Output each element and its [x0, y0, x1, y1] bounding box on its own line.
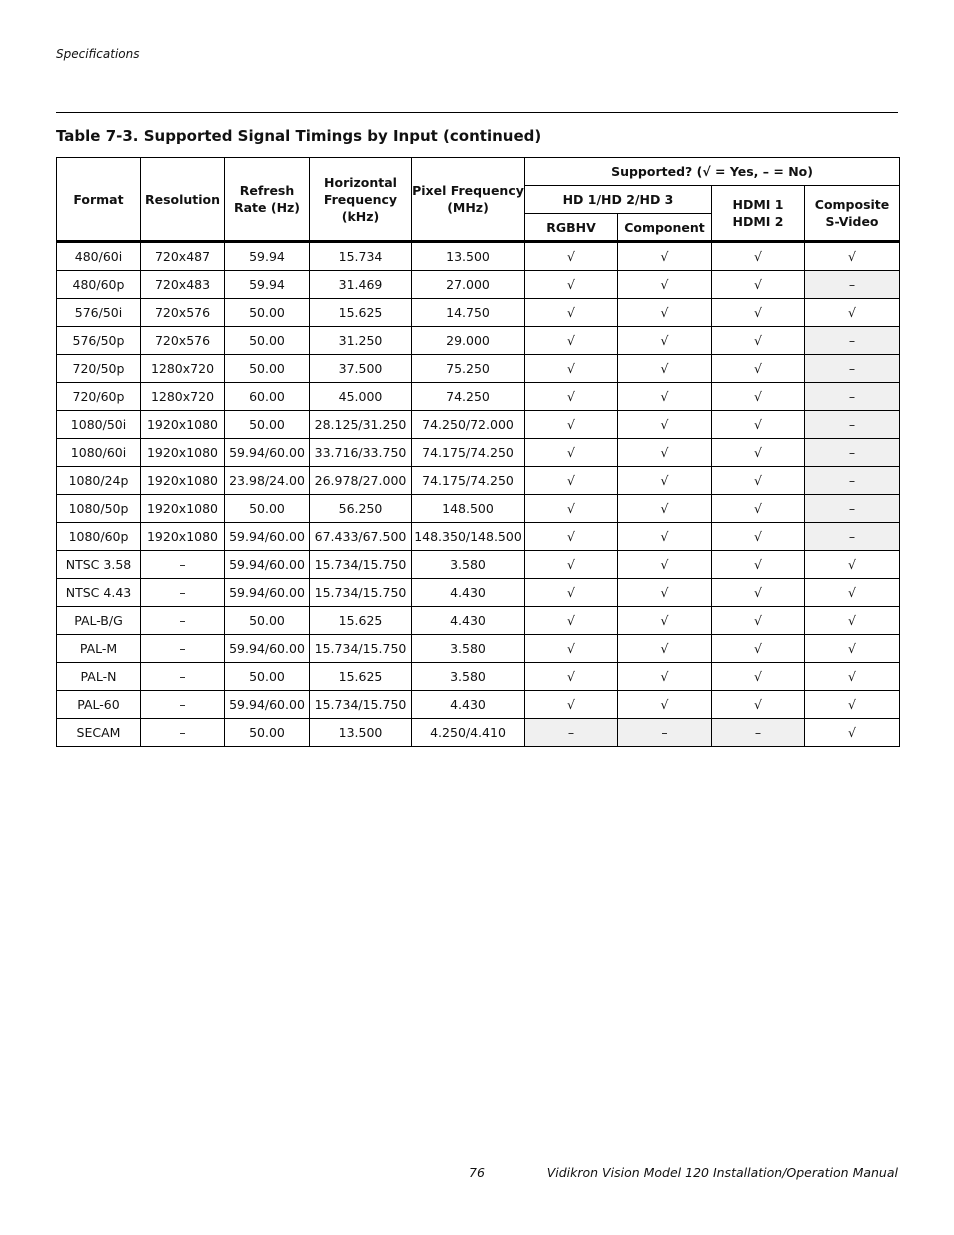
table-cell: 60.00 — [225, 383, 310, 411]
table-row — [57, 635, 900, 663]
table-cell: – — [805, 411, 900, 439]
table-cell: 59.94 — [225, 242, 310, 271]
table-cell: SECAM — [57, 719, 141, 747]
table-cell: – — [805, 355, 900, 383]
table-cell: 59.94/60.00 — [225, 439, 310, 467]
table-cell: √ — [525, 663, 618, 691]
table-cell: 720/60p — [57, 383, 141, 411]
table-cell: 59.94/60.00 — [225, 579, 310, 607]
header-format: Format — [57, 158, 141, 242]
table-cell: 23.98/24.00 — [225, 467, 310, 495]
table-cell: 59.94/60.00 — [225, 551, 310, 579]
table-cell: – — [618, 719, 712, 747]
table-cell: 15.625 — [310, 607, 412, 635]
table-row — [57, 355, 900, 383]
table-cell: 74.250 — [412, 383, 525, 411]
table-cell: √ — [525, 635, 618, 663]
table-cell: √ — [618, 523, 712, 551]
table-cell: – — [712, 719, 805, 747]
table-cell: √ — [525, 467, 618, 495]
table-cell: 50.00 — [225, 411, 310, 439]
signal-timings-table — [56, 157, 900, 747]
table-cell: 148.350/148.500 — [412, 523, 525, 551]
table-cell: 15.734/15.750 — [310, 691, 412, 719]
header-rgbhv: RGBHV — [525, 214, 618, 242]
table-body — [57, 242, 900, 747]
table-cell: 1080/50p — [57, 495, 141, 523]
table-cell: √ — [712, 439, 805, 467]
table-cell: 74.250/72.000 — [412, 411, 525, 439]
table-cell: – — [805, 271, 900, 299]
table-cell: – — [805, 523, 900, 551]
table-cell: √ — [618, 327, 712, 355]
table-cell: – — [141, 691, 225, 719]
table-cell: 576/50i — [57, 299, 141, 327]
table-row — [57, 242, 900, 271]
header-horizontal-frequency: Horizontal Frequency (kHz) — [310, 158, 412, 242]
header-pixel-frequency: Pixel Frequency (MHz) — [412, 158, 525, 242]
table-cell: 4.250/4.410 — [412, 719, 525, 747]
table-cell: – — [525, 719, 618, 747]
table-cell: √ — [805, 663, 900, 691]
table-cell: 1280x720 — [141, 383, 225, 411]
table-cell: – — [805, 327, 900, 355]
table-cell: – — [805, 467, 900, 495]
table-cell: √ — [525, 439, 618, 467]
table-cell: √ — [618, 607, 712, 635]
table-cell: 15.625 — [310, 663, 412, 691]
table-cell: 74.175/74.250 — [412, 467, 525, 495]
table-cell: – — [141, 579, 225, 607]
table-cell: √ — [712, 299, 805, 327]
table-cell: √ — [618, 271, 712, 299]
table-cell: 1920x1080 — [141, 467, 225, 495]
table-cell: 33.716/33.750 — [310, 439, 412, 467]
table-cell: 59.94/60.00 — [225, 635, 310, 663]
header-hd-inputs: HD 1/HD 2/HD 3 — [525, 186, 712, 214]
table-cell: √ — [712, 635, 805, 663]
table-cell: √ — [618, 242, 712, 271]
table-row — [57, 467, 900, 495]
table-cell: 50.00 — [225, 327, 310, 355]
table-cell: √ — [525, 523, 618, 551]
table-cell: 59.94 — [225, 271, 310, 299]
table-cell: √ — [712, 467, 805, 495]
table-cell: 15.734/15.750 — [310, 579, 412, 607]
table-cell: √ — [618, 663, 712, 691]
table-cell: √ — [618, 691, 712, 719]
table-cell: √ — [618, 383, 712, 411]
table-cell: 50.00 — [225, 495, 310, 523]
table-cell: 29.000 — [412, 327, 525, 355]
manual-title: Vidikron Vision Model 120 Installation/Operation Manual — [546, 1165, 898, 1180]
table-cell: – — [141, 719, 225, 747]
running-header: Specifications — [56, 47, 140, 61]
table-cell: 13.500 — [310, 719, 412, 747]
table-row — [57, 523, 900, 551]
table-cell: 75.250 — [412, 355, 525, 383]
table-cell: √ — [618, 355, 712, 383]
table-cell: √ — [618, 299, 712, 327]
table-cell: √ — [525, 607, 618, 635]
table-cell: 1080/50i — [57, 411, 141, 439]
table-cell: √ — [712, 551, 805, 579]
table-row — [57, 439, 900, 467]
header-refresh-rate: Refresh Rate (Hz) — [225, 158, 310, 242]
table-cell: √ — [525, 383, 618, 411]
table-cell: √ — [805, 719, 900, 747]
table-cell: 720x487 — [141, 242, 225, 271]
table-cell: √ — [525, 579, 618, 607]
table-cell: – — [141, 663, 225, 691]
table-cell: √ — [712, 355, 805, 383]
table-row — [57, 299, 900, 327]
table-cell: √ — [712, 327, 805, 355]
table-cell: 45.000 — [310, 383, 412, 411]
table-cell: √ — [712, 242, 805, 271]
page-number: 76 — [469, 1165, 485, 1180]
table-cell: 15.734/15.750 — [310, 551, 412, 579]
table-cell: √ — [805, 551, 900, 579]
table-cell: √ — [805, 299, 900, 327]
table-cell: √ — [618, 467, 712, 495]
table-title: Table 7-3. Supported Signal Timings by Input (continued) — [56, 127, 542, 145]
table-cell: √ — [712, 383, 805, 411]
table-cell: PAL-M — [57, 635, 141, 663]
table-cell: √ — [805, 242, 900, 271]
table-cell: 50.00 — [225, 355, 310, 383]
table-cell: 3.580 — [412, 551, 525, 579]
table-cell: PAL-60 — [57, 691, 141, 719]
table-cell: √ — [618, 579, 712, 607]
table-cell: √ — [525, 355, 618, 383]
table-cell: √ — [712, 691, 805, 719]
header-hdmi: HDMI 1 HDMI 2 — [712, 186, 805, 242]
table-row — [57, 383, 900, 411]
table-cell: 1080/24p — [57, 467, 141, 495]
table-cell: – — [805, 495, 900, 523]
table-cell: √ — [805, 691, 900, 719]
table-cell: 1280x720 — [141, 355, 225, 383]
table-cell: √ — [525, 271, 618, 299]
table-row — [57, 719, 900, 747]
table-cell: 3.580 — [412, 635, 525, 663]
table-cell: 14.750 — [412, 299, 525, 327]
table-cell: 27.000 — [412, 271, 525, 299]
table-cell: √ — [805, 579, 900, 607]
table-cell: 720x483 — [141, 271, 225, 299]
table-cell: √ — [618, 635, 712, 663]
table-row — [57, 411, 900, 439]
table-row — [57, 327, 900, 355]
table-cell: 480/60i — [57, 242, 141, 271]
table-cell: 1920x1080 — [141, 411, 225, 439]
table-cell: 148.500 — [412, 495, 525, 523]
header-component: Component — [618, 214, 712, 242]
table-cell: √ — [525, 411, 618, 439]
table-cell: √ — [618, 411, 712, 439]
table-cell: – — [141, 551, 225, 579]
table-cell: 74.175/74.250 — [412, 439, 525, 467]
table-cell: 31.250 — [310, 327, 412, 355]
table-cell: – — [805, 383, 900, 411]
table-cell: √ — [805, 607, 900, 635]
table-cell: √ — [525, 495, 618, 523]
header-rule — [56, 112, 898, 113]
table-cell: √ — [712, 523, 805, 551]
table-cell: – — [141, 635, 225, 663]
table-cell: 1080/60i — [57, 439, 141, 467]
table-cell: – — [805, 439, 900, 467]
table-cell: 1920x1080 — [141, 523, 225, 551]
table-cell: – — [141, 607, 225, 635]
table-cell: √ — [712, 607, 805, 635]
table-cell: 720x576 — [141, 299, 225, 327]
table-cell: 1920x1080 — [141, 495, 225, 523]
table-cell: 56.250 — [310, 495, 412, 523]
table-cell: 26.978/27.000 — [310, 467, 412, 495]
table-cell: 576/50p — [57, 327, 141, 355]
table-cell: √ — [525, 299, 618, 327]
table-cell: 15.625 — [310, 299, 412, 327]
table-cell: √ — [618, 495, 712, 523]
table-row — [57, 551, 900, 579]
table-cell: √ — [712, 663, 805, 691]
table-cell: √ — [525, 327, 618, 355]
table-cell: PAL-B/G — [57, 607, 141, 635]
table-cell: 59.94/60.00 — [225, 691, 310, 719]
table-cell: √ — [618, 439, 712, 467]
table-cell: 15.734/15.750 — [310, 635, 412, 663]
table-cell: 31.469 — [310, 271, 412, 299]
table-cell: 1080/60p — [57, 523, 141, 551]
table-cell: 50.00 — [225, 719, 310, 747]
table-cell: 28.125/31.250 — [310, 411, 412, 439]
table-row — [57, 607, 900, 635]
header-supported: Supported? (√ = Yes, – = No) — [525, 158, 900, 186]
table-cell: 50.00 — [225, 663, 310, 691]
table-cell: √ — [712, 579, 805, 607]
table-cell: √ — [712, 271, 805, 299]
table-cell: 4.430 — [412, 691, 525, 719]
table-cell: 4.430 — [412, 579, 525, 607]
table-cell: 3.580 — [412, 663, 525, 691]
table-row — [57, 495, 900, 523]
table-cell: √ — [712, 411, 805, 439]
table-cell: 15.734 — [310, 242, 412, 271]
table-cell: √ — [805, 635, 900, 663]
table-cell: √ — [712, 495, 805, 523]
table-row — [57, 691, 900, 719]
table-cell: 480/60p — [57, 271, 141, 299]
table-cell: NTSC 4.43 — [57, 579, 141, 607]
table-cell: 1920x1080 — [141, 439, 225, 467]
table-cell: 67.433/67.500 — [310, 523, 412, 551]
table-row — [57, 579, 900, 607]
table-cell: 59.94/60.00 — [225, 523, 310, 551]
table-cell: PAL-N — [57, 663, 141, 691]
table-cell: 4.430 — [412, 607, 525, 635]
header-composite: Composite S-Video — [805, 186, 900, 242]
table-cell: √ — [525, 551, 618, 579]
table-cell: √ — [618, 551, 712, 579]
table-cell: 720/50p — [57, 355, 141, 383]
table-cell: √ — [525, 242, 618, 271]
table-row — [57, 271, 900, 299]
table-cell: NTSC 3.58 — [57, 551, 141, 579]
table-cell: 37.500 — [310, 355, 412, 383]
table-cell: 13.500 — [412, 242, 525, 271]
table-row — [57, 663, 900, 691]
table-cell: 50.00 — [225, 607, 310, 635]
table-cell: 50.00 — [225, 299, 310, 327]
table-cell: 720x576 — [141, 327, 225, 355]
table-cell: √ — [525, 691, 618, 719]
header-resolution: Resolution — [141, 158, 225, 242]
